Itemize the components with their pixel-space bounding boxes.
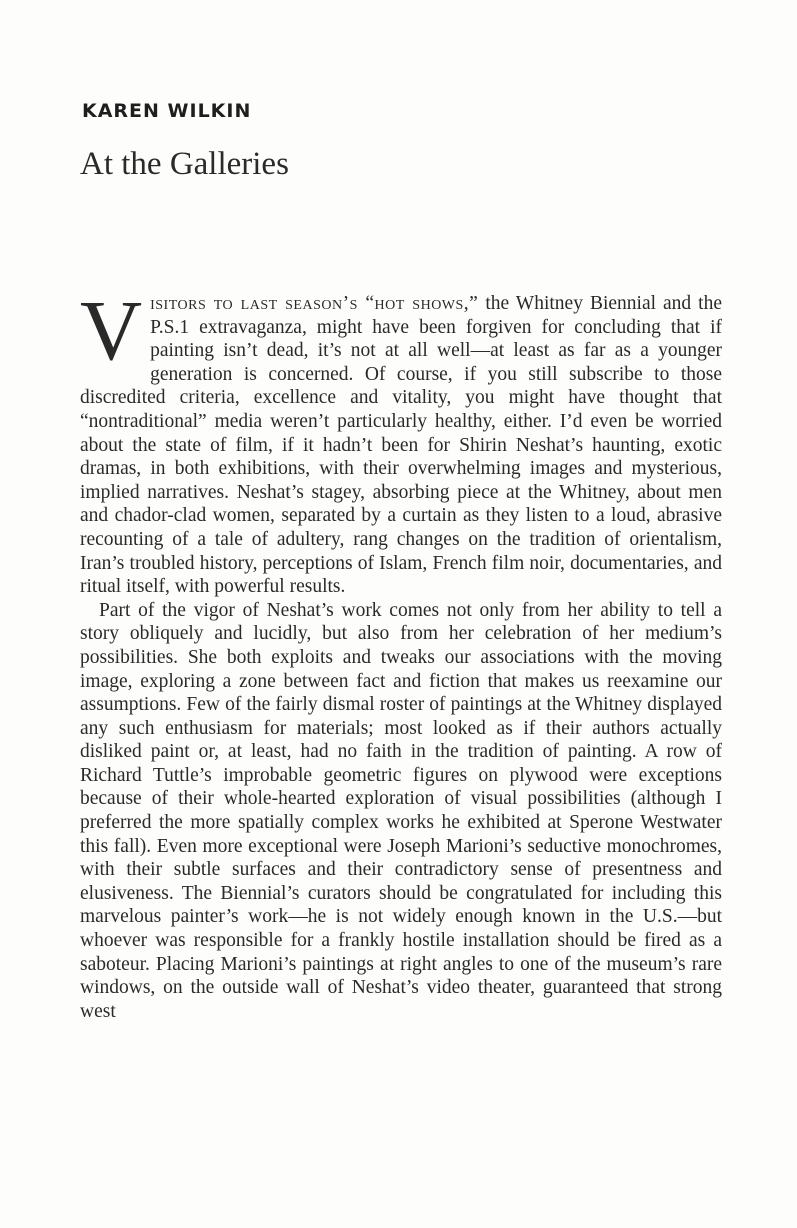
- article-body: [80, 282, 722, 1023]
- paragraph-2: Part of the vigor of Neshat’s work comes not only from her ability to tell a story obliquely and lucidly, but also from her celebration of her medium’s possibilities. She both exploits and tweaks our associations with the moving image, exploring a zone between fact and fiction that makes us reexamine our assumptions. Few of the fairly dismal roster of paintings at the Whitney displayed any such enthusiasm for materials; most looked as if their authors actually disliked paint or, at least, had no faith in the tradition of painting. A row of Richard Tuttle’s improbable geometric figures on plywood were exceptions because of their whole-hearted exploration of visual possibilities (although I preferred the more spatially complex works he exhibited at Sperone Westwater this fall). Even more exceptional were Joseph Marioni’s seductive monochromes, with their subtle surfaces and their contradictory sense of presentness and elusiveness. The Biennial’s curators should be congratulated for including this marvelous painter’s work—he is not widely enough known in the U.S.—but whoever was responsible for a frankly hostile installation should be fired as a saboteur. Placing Marioni’s paintings at right angles to one of the museum’s rare windows, on the outside wall of Neshat’s video theater, guaranteed that strong west: [80, 599, 722, 1022]
- paragraph-1: [80, 282, 722, 599]
- lead-in-smallcaps: isitors to last season’s “hot shows,”: [150, 293, 479, 314]
- paragraph-1-text: the Whitney Biennial and the P.S.1 extravaganza, might have been forgiven for concluding that if painting isn’t dead, it’s not at all well—at least as far as a younger generation is concerned. Of course, if you still subscribe to those discredited criteria, excellence and vitality, you might have thought that “nontraditional” media weren’t particularly healthy, either. I’d even be worried about the state of film, if it hadn’t been for Shirin Neshat’s haunting, exotic dramas, in both exhibitions, with their overwhelming images and mysterious, implied narratives. Neshat’s stagey, absorbing piece at the Whitney, about men and chador-clad women, separated by a curtain as they listen to a loud, abrasive recounting of a tale of adultery, rang changes on the tradition of orientalism, Iran’s troubled history, perceptions of Islam, French film noir, documentaries, and ritual itself, with powerful results.: [80, 293, 722, 598]
- drop-cap: V: [80, 282, 143, 378]
- author-name: KAREN WILKIN: [82, 100, 252, 122]
- article-title: At the Galleries: [80, 146, 289, 182]
